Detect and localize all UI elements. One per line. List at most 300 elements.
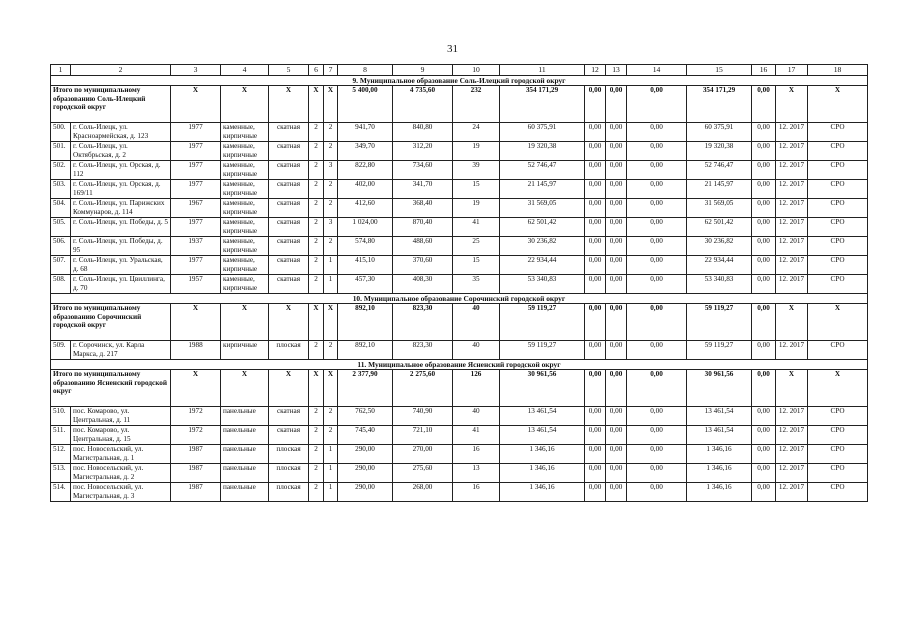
- table-row: [51, 161, 868, 180]
- value-cell: 0,00: [585, 123, 606, 142]
- area-cell: 290,00: [338, 445, 393, 464]
- year-cell: 1967: [171, 199, 221, 218]
- cost-cell: 13 461,54: [500, 426, 585, 445]
- value-cell: 0,00: [606, 426, 627, 445]
- walls-cell: каменные, кирпичные: [221, 256, 269, 275]
- value-cell: 0,00: [585, 161, 606, 180]
- header-cell: 3: [171, 65, 221, 76]
- floors-cell: 2: [309, 218, 324, 237]
- value-cell: 0,00: [752, 199, 776, 218]
- living-area-cell: 740,90: [393, 407, 453, 426]
- total-label: Итого по муниципальному образованию Ясненский городской округ: [51, 370, 171, 407]
- area-cell: 415,10: [338, 256, 393, 275]
- header-cell: 15: [687, 65, 752, 76]
- cost-total-cell: 19 320,38: [687, 142, 752, 161]
- value-cell: 0,00: [752, 341, 776, 360]
- residents-cell: 15: [453, 180, 500, 199]
- walls-cell: каменные, кирпичные: [221, 142, 269, 161]
- living-area-cell: 268,00: [393, 483, 453, 502]
- cost-cell: 53 340,83: [500, 275, 585, 294]
- cost-cell: 13 461,54: [500, 407, 585, 426]
- address-cell: г. Соль-Илецк, ул. Уральская, д. 68: [71, 256, 171, 275]
- value-cell: 0,00: [752, 445, 776, 464]
- floors-cell: 2: [309, 445, 324, 464]
- roof-cell: скатная: [269, 199, 309, 218]
- table-row: [51, 180, 868, 199]
- walls-cell: каменные, кирпичные: [221, 275, 269, 294]
- total-cell: 5 400,00: [338, 86, 393, 123]
- header-cell: 8: [338, 65, 393, 76]
- residents-cell: 39: [453, 161, 500, 180]
- year-cell: 1977: [171, 180, 221, 199]
- walls-cell: каменные, кирпичные: [221, 218, 269, 237]
- address-cell: пос. Комарово, ул. Центральная, д. 11: [71, 407, 171, 426]
- cost-total-cell: 13 461,54: [687, 426, 752, 445]
- value-cell: 0,00: [606, 483, 627, 502]
- total-row: [51, 304, 868, 341]
- total-cell: X: [171, 370, 221, 407]
- entrances-cell: 2: [324, 142, 338, 161]
- cost-total-cell: 53 340,83: [687, 275, 752, 294]
- value-cell: 0,00: [606, 445, 627, 464]
- row-number: 504.: [51, 199, 71, 218]
- living-area-cell: 823,30: [393, 341, 453, 360]
- total-cell: 0,00: [606, 304, 627, 341]
- roof-cell: скатная: [269, 161, 309, 180]
- total-cell: 2 275,60: [393, 370, 453, 407]
- total-cell: 30 961,56: [500, 370, 585, 407]
- date-cell: 12. 2017: [776, 256, 808, 275]
- floors-cell: 2: [309, 275, 324, 294]
- method-cell: СРО: [808, 123, 868, 142]
- value-cell: 0,00: [627, 275, 687, 294]
- header-cell: 16: [752, 65, 776, 76]
- area-cell: 745,40: [338, 426, 393, 445]
- area-cell: 941,70: [338, 123, 393, 142]
- total-cell: 40: [453, 304, 500, 341]
- area-cell: 762,50: [338, 407, 393, 426]
- value-cell: 0,00: [627, 237, 687, 256]
- residents-cell: 24: [453, 123, 500, 142]
- total-cell: X: [221, 304, 269, 341]
- total-row: [51, 86, 868, 123]
- roof-cell: плоская: [269, 341, 309, 360]
- value-cell: 0,00: [627, 180, 687, 199]
- cost-total-cell: 60 375,91: [687, 123, 752, 142]
- walls-cell: панельные: [221, 445, 269, 464]
- table-row: [51, 218, 868, 237]
- floors-cell: 2: [309, 199, 324, 218]
- year-cell: 1977: [171, 142, 221, 161]
- header-cell: 18: [808, 65, 868, 76]
- roof-cell: плоская: [269, 483, 309, 502]
- entrances-cell: 2: [324, 180, 338, 199]
- row-number: 507.: [51, 256, 71, 275]
- value-cell: 0,00: [585, 407, 606, 426]
- value-cell: 0,00: [752, 426, 776, 445]
- living-area-cell: 488,60: [393, 237, 453, 256]
- table-row: [51, 464, 868, 483]
- section-title-row: [51, 76, 868, 86]
- row-number: 503.: [51, 180, 71, 199]
- value-cell: 0,00: [606, 341, 627, 360]
- floors-cell: 2: [309, 464, 324, 483]
- header-cell: 11: [500, 65, 585, 76]
- entrances-cell: 1: [324, 445, 338, 464]
- value-cell: 0,00: [606, 180, 627, 199]
- residents-cell: 16: [453, 483, 500, 502]
- entrances-cell: 2: [324, 199, 338, 218]
- entrances-cell: 3: [324, 218, 338, 237]
- entrances-cell: 2: [324, 123, 338, 142]
- cost-total-cell: 1 346,16: [687, 464, 752, 483]
- living-area-cell: 734,60: [393, 161, 453, 180]
- area-cell: 412,60: [338, 199, 393, 218]
- value-cell: 0,00: [585, 256, 606, 275]
- header-cell: 4: [221, 65, 269, 76]
- living-area-cell: 270,00: [393, 445, 453, 464]
- total-cell: 0,00: [752, 370, 776, 407]
- address-cell: г. Соль-Илецк, ул. Октябрьская, д. 2: [71, 142, 171, 161]
- date-cell: 12. 2017: [776, 341, 808, 360]
- address-cell: г. Соль-Илецк, ул. Орская, д. 112: [71, 161, 171, 180]
- table-row: [51, 341, 868, 360]
- address-cell: г. Соль-Илецк, ул. Цвиллинга, д. 70: [71, 275, 171, 294]
- area-cell: 457,30: [338, 275, 393, 294]
- cost-total-cell: 1 346,16: [687, 483, 752, 502]
- date-cell: 12. 2017: [776, 142, 808, 161]
- value-cell: 0,00: [606, 142, 627, 161]
- floors-cell: 2: [309, 180, 324, 199]
- living-area-cell: 721,10: [393, 426, 453, 445]
- address-cell: г. Соль-Илецк, ул. Победы, д. 5: [71, 218, 171, 237]
- total-cell: X: [269, 86, 309, 123]
- method-cell: СРО: [808, 341, 868, 360]
- value-cell: 0,00: [606, 199, 627, 218]
- total-cell: X: [808, 304, 868, 341]
- cost-total-cell: 22 934,44: [687, 256, 752, 275]
- total-cell: X: [776, 370, 808, 407]
- cost-total-cell: 21 145,97: [687, 180, 752, 199]
- cost-cell: 31 569,05: [500, 199, 585, 218]
- value-cell: 0,00: [627, 483, 687, 502]
- header-cell: 9: [393, 65, 453, 76]
- total-cell: X: [776, 304, 808, 341]
- row-number: 510.: [51, 407, 71, 426]
- header-cell: 6: [309, 65, 324, 76]
- value-cell: 0,00: [627, 218, 687, 237]
- walls-cell: панельные: [221, 407, 269, 426]
- cost-total-cell: 13 461,54: [687, 407, 752, 426]
- total-cell: 0,00: [752, 304, 776, 341]
- area-cell: 1 024,00: [338, 218, 393, 237]
- cost-cell: 19 320,38: [500, 142, 585, 161]
- roof-cell: скатная: [269, 275, 309, 294]
- living-area-cell: 408,30: [393, 275, 453, 294]
- address-cell: пос. Новосельский, ул. Магистральная, д. 3: [71, 483, 171, 502]
- total-cell: X: [171, 86, 221, 123]
- floors-cell: 2: [309, 426, 324, 445]
- cost-cell: 22 934,44: [500, 256, 585, 275]
- value-cell: 0,00: [585, 237, 606, 256]
- value-cell: 0,00: [585, 426, 606, 445]
- area-cell: 349,70: [338, 142, 393, 161]
- total-cell: X: [324, 370, 338, 407]
- entrances-cell: 2: [324, 341, 338, 360]
- total-cell: 232: [453, 86, 500, 123]
- entrances-cell: 1: [324, 256, 338, 275]
- roof-cell: скатная: [269, 256, 309, 275]
- date-cell: 12. 2017: [776, 426, 808, 445]
- date-cell: 12. 2017: [776, 407, 808, 426]
- total-cell: 30 961,56: [687, 370, 752, 407]
- cost-cell: 1 346,16: [500, 483, 585, 502]
- walls-cell: кирпичные: [221, 341, 269, 360]
- value-cell: 0,00: [585, 275, 606, 294]
- total-cell: 0,00: [752, 86, 776, 123]
- value-cell: 0,00: [627, 142, 687, 161]
- address-cell: г. Соль-Илецк, ул. Красноармейская, д. 123: [71, 123, 171, 142]
- section-title: 9. Муниципальное образование Соль-Илецкий городской округ: [51, 76, 868, 86]
- residents-cell: 35: [453, 275, 500, 294]
- total-cell: X: [309, 370, 324, 407]
- table-row: [51, 426, 868, 445]
- method-cell: СРО: [808, 199, 868, 218]
- header-cell: 2: [71, 65, 171, 76]
- method-cell: СРО: [808, 180, 868, 199]
- residents-cell: 40: [453, 341, 500, 360]
- roof-cell: скатная: [269, 237, 309, 256]
- method-cell: СРО: [808, 142, 868, 161]
- total-cell: X: [221, 86, 269, 123]
- housing-table: [50, 64, 868, 502]
- total-cell: X: [324, 86, 338, 123]
- value-cell: 0,00: [627, 256, 687, 275]
- floors-cell: 2: [309, 341, 324, 360]
- residents-cell: 41: [453, 218, 500, 237]
- entrances-cell: 1: [324, 483, 338, 502]
- row-number: 511.: [51, 426, 71, 445]
- cost-cell: 60 375,91: [500, 123, 585, 142]
- roof-cell: скатная: [269, 407, 309, 426]
- roof-cell: плоская: [269, 464, 309, 483]
- date-cell: 12. 2017: [776, 445, 808, 464]
- value-cell: 0,00: [606, 407, 627, 426]
- total-cell: 0,00: [627, 86, 687, 123]
- total-cell: X: [171, 304, 221, 341]
- roof-cell: скатная: [269, 218, 309, 237]
- header-cell: 13: [606, 65, 627, 76]
- floors-cell: 2: [309, 161, 324, 180]
- total-cell: X: [808, 86, 868, 123]
- entrances-cell: 1: [324, 464, 338, 483]
- table-row: [51, 407, 868, 426]
- residents-cell: 15: [453, 256, 500, 275]
- entrances-cell: 2: [324, 237, 338, 256]
- row-number: 501.: [51, 142, 71, 161]
- living-area-cell: 368,40: [393, 199, 453, 218]
- value-cell: 0,00: [627, 341, 687, 360]
- year-cell: 1977: [171, 218, 221, 237]
- header-cell: 14: [627, 65, 687, 76]
- total-cell: X: [269, 304, 309, 341]
- roof-cell: скатная: [269, 123, 309, 142]
- walls-cell: каменные, кирпичные: [221, 180, 269, 199]
- table-body: [51, 65, 868, 502]
- walls-cell: каменные, кирпичные: [221, 237, 269, 256]
- method-cell: СРО: [808, 275, 868, 294]
- row-number: 505.: [51, 218, 71, 237]
- value-cell: 0,00: [752, 256, 776, 275]
- value-cell: 0,00: [752, 237, 776, 256]
- cost-total-cell: 1 346,16: [687, 445, 752, 464]
- method-cell: СРО: [808, 426, 868, 445]
- table-row: [51, 483, 868, 502]
- date-cell: 12. 2017: [776, 483, 808, 502]
- residents-cell: 40: [453, 407, 500, 426]
- value-cell: 0,00: [585, 199, 606, 218]
- walls-cell: каменные, кирпичные: [221, 199, 269, 218]
- value-cell: 0,00: [752, 275, 776, 294]
- residents-cell: 25: [453, 237, 500, 256]
- value-cell: 0,00: [627, 407, 687, 426]
- value-cell: 0,00: [752, 142, 776, 161]
- cost-total-cell: 52 746,47: [687, 161, 752, 180]
- floors-cell: 2: [309, 123, 324, 142]
- header-cell: 12: [585, 65, 606, 76]
- total-cell: 4 735,60: [393, 86, 453, 123]
- value-cell: 0,00: [606, 218, 627, 237]
- value-cell: 0,00: [752, 218, 776, 237]
- method-cell: СРО: [808, 237, 868, 256]
- date-cell: 12. 2017: [776, 180, 808, 199]
- section-title: 11. Муниципальное образование Ясненский городской округ: [51, 360, 868, 370]
- walls-cell: каменные, кирпичные: [221, 123, 269, 142]
- method-cell: СРО: [808, 445, 868, 464]
- walls-cell: каменные, кирпичные: [221, 161, 269, 180]
- residents-cell: 41: [453, 426, 500, 445]
- method-cell: СРО: [808, 483, 868, 502]
- year-cell: 1988: [171, 341, 221, 360]
- roof-cell: скатная: [269, 426, 309, 445]
- value-cell: 0,00: [606, 256, 627, 275]
- year-cell: 1972: [171, 426, 221, 445]
- address-cell: пос. Новосельский, ул. Магистральная, д. 2: [71, 464, 171, 483]
- value-cell: 0,00: [606, 123, 627, 142]
- date-cell: 12. 2017: [776, 218, 808, 237]
- year-cell: 1937: [171, 237, 221, 256]
- year-cell: 1972: [171, 407, 221, 426]
- total-label: Итого по муниципальному образованию Сорочинский городской округ: [51, 304, 171, 341]
- value-cell: 0,00: [585, 180, 606, 199]
- value-cell: 0,00: [627, 464, 687, 483]
- walls-cell: панельные: [221, 426, 269, 445]
- date-cell: 12. 2017: [776, 237, 808, 256]
- value-cell: 0,00: [585, 218, 606, 237]
- total-cell: 0,00: [627, 304, 687, 341]
- area-cell: 892,10: [338, 341, 393, 360]
- residents-cell: 13: [453, 464, 500, 483]
- method-cell: СРО: [808, 218, 868, 237]
- total-cell: 892,10: [338, 304, 393, 341]
- header-cell: 10: [453, 65, 500, 76]
- total-cell: 0,00: [606, 86, 627, 123]
- cost-cell: 1 346,16: [500, 464, 585, 483]
- area-cell: 402,00: [338, 180, 393, 199]
- row-number: 512.: [51, 445, 71, 464]
- year-cell: 1987: [171, 483, 221, 502]
- value-cell: 0,00: [627, 445, 687, 464]
- roof-cell: скатная: [269, 180, 309, 199]
- living-area-cell: 370,60: [393, 256, 453, 275]
- living-area-cell: 341,70: [393, 180, 453, 199]
- value-cell: 0,00: [585, 142, 606, 161]
- total-row: [51, 370, 868, 407]
- cost-cell: 52 746,47: [500, 161, 585, 180]
- total-cell: X: [309, 86, 324, 123]
- entrances-cell: 2: [324, 407, 338, 426]
- value-cell: 0,00: [752, 180, 776, 199]
- area-cell: 574,80: [338, 237, 393, 256]
- floors-cell: 2: [309, 483, 324, 502]
- value-cell: 0,00: [752, 407, 776, 426]
- year-cell: 1957: [171, 275, 221, 294]
- date-cell: 12. 2017: [776, 464, 808, 483]
- residents-cell: 19: [453, 199, 500, 218]
- cost-total-cell: 31 569,05: [687, 199, 752, 218]
- total-cell: X: [309, 304, 324, 341]
- value-cell: 0,00: [585, 483, 606, 502]
- value-cell: 0,00: [752, 123, 776, 142]
- address-cell: г. Соль-Илецк, ул. Орская, д. 169/11: [71, 180, 171, 199]
- method-cell: СРО: [808, 464, 868, 483]
- value-cell: 0,00: [585, 445, 606, 464]
- cost-cell: 1 346,16: [500, 445, 585, 464]
- method-cell: СРО: [808, 161, 868, 180]
- entrances-cell: 3: [324, 161, 338, 180]
- area-cell: 290,00: [338, 464, 393, 483]
- total-cell: X: [776, 86, 808, 123]
- total-cell: 59 119,27: [687, 304, 752, 341]
- address-cell: пос. Новосельский, ул. Магистральная, д. 1: [71, 445, 171, 464]
- table-row: [51, 237, 868, 256]
- row-number: 513.: [51, 464, 71, 483]
- total-cell: 354 171,29: [687, 86, 752, 123]
- year-cell: 1987: [171, 445, 221, 464]
- method-cell: СРО: [808, 407, 868, 426]
- page-number: 31: [447, 43, 458, 55]
- value-cell: 0,00: [627, 161, 687, 180]
- area-cell: 290,00: [338, 483, 393, 502]
- floors-cell: 2: [309, 407, 324, 426]
- date-cell: 12. 2017: [776, 123, 808, 142]
- header-cell: 7: [324, 65, 338, 76]
- area-cell: 822,80: [338, 161, 393, 180]
- total-cell: X: [324, 304, 338, 341]
- total-cell: X: [221, 370, 269, 407]
- value-cell: 0,00: [606, 237, 627, 256]
- roof-cell: плоская: [269, 445, 309, 464]
- year-cell: 1977: [171, 161, 221, 180]
- header-cell: 5: [269, 65, 309, 76]
- table-row: [51, 199, 868, 218]
- cost-total-cell: 30 236,82: [687, 237, 752, 256]
- value-cell: 0,00: [752, 464, 776, 483]
- cost-cell: 30 236,82: [500, 237, 585, 256]
- walls-cell: панельные: [221, 464, 269, 483]
- total-cell: 354 171,29: [500, 86, 585, 123]
- cost-total-cell: 62 501,42: [687, 218, 752, 237]
